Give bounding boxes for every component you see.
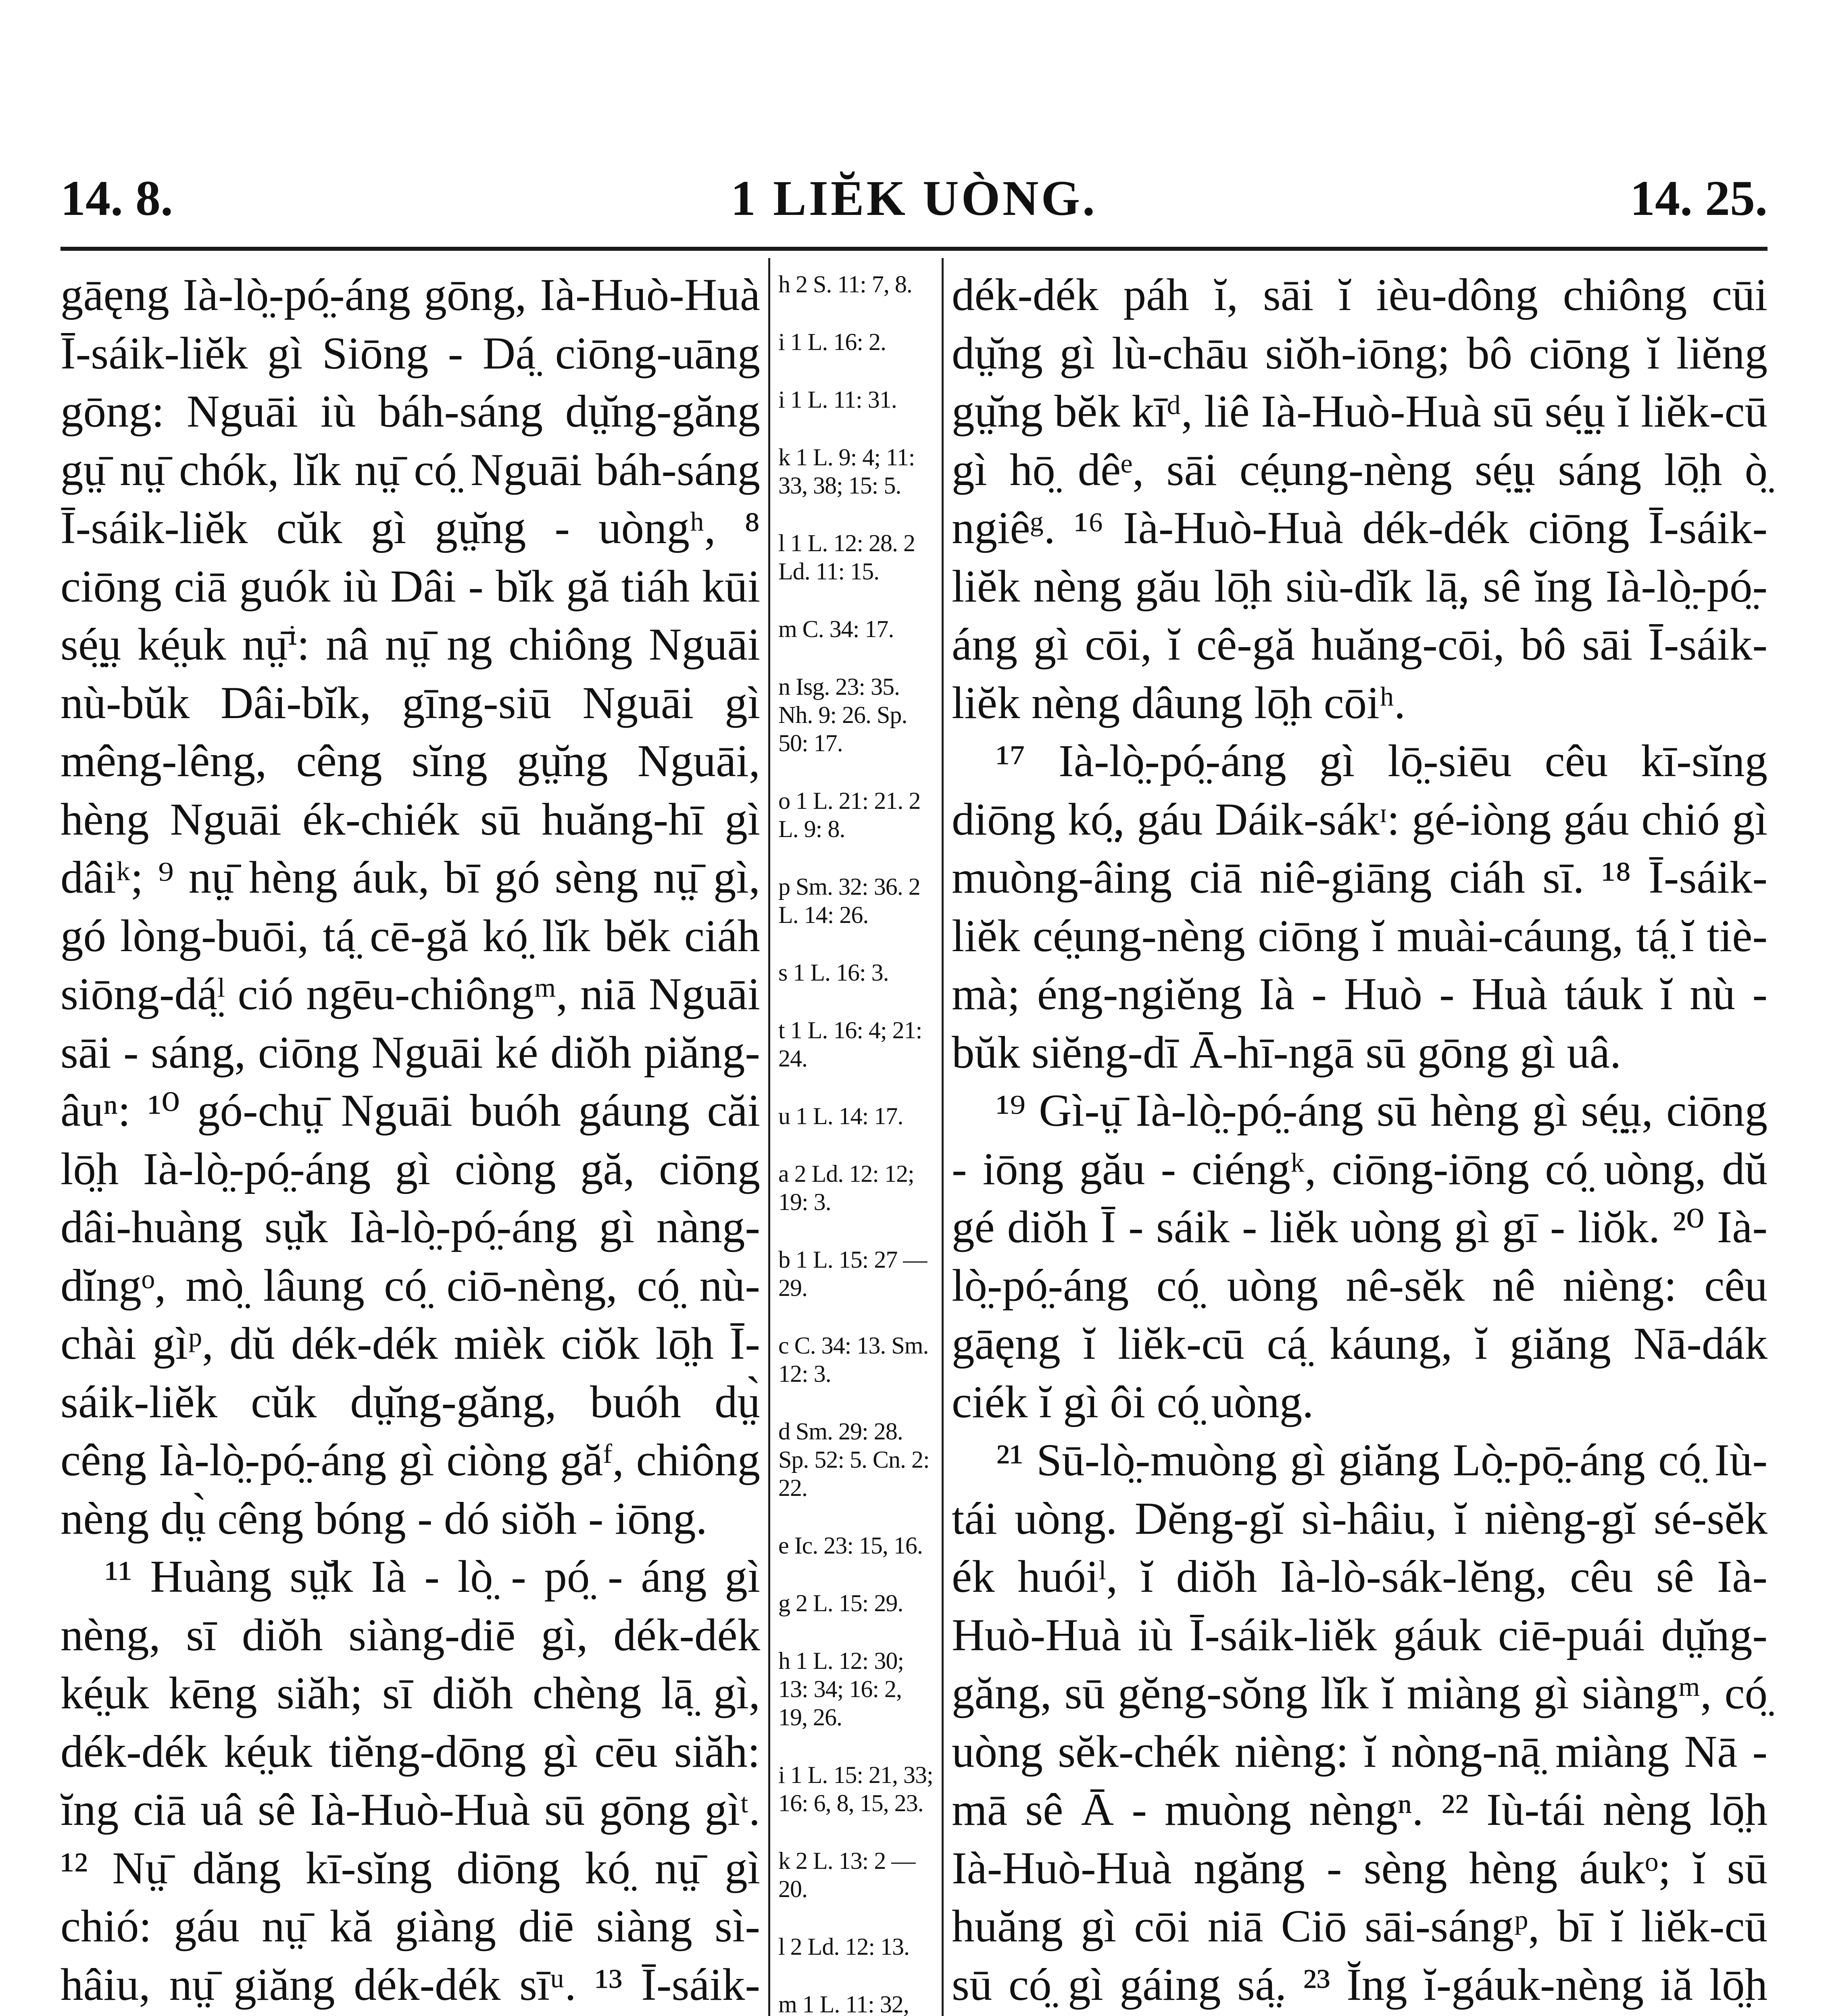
cross-reference: o 1 L. 21: 21. 2 L. 9: 8.: [778, 787, 921, 842]
cross-reference: t 1 L. 16: 4; 21: 24.: [778, 1017, 922, 1072]
cross-reference: k 2 L. 13: 2 —20.: [778, 1847, 915, 1902]
cross-reference: i 1 L. 11: 31.: [778, 386, 897, 413]
cross-reference-margin: [778, 270, 936, 2016]
book-title: 1 LIĔK UÒNG.: [730, 171, 1098, 226]
paragraph: dék-dék páh ĭ, sāi ĭ ièu-dông chiông cūi dṳ̆ng gì lù-chāu siŏh-iōng; bô ciōng ĭ liĕng gṳ̆ng bĕk kīᵈ, liê Ià-Huò-Huà sū sé̤ṳ ĭ liĕk-cū gì hō̤ dêᵉ, sāi cé̤ung-nèng sé̤ṳ sáng lō̤h ò̤ ngiêᵍ. ¹⁶ Ià-Huò-Huà dék-dék ciōng Ī-sáik-liĕk nèng gău lō̤h siù-dĭk lā̤, sê ĭng Ià-lò̤-pó̤-áng gì cōi, ĭ cê-gă huăng-cōi, bô sāi Ī-sáik-liĕk nèng dâung lō̤h cōiʰ.: [952, 270, 1768, 728]
cross-reference: m C. 34: 17.: [778, 616, 894, 642]
right-text-column: [952, 266, 1768, 2016]
cross-reference: d Sm. 29: 28. Sp. 52: 5. Cn. 2: 22.: [778, 1418, 930, 1501]
cross-reference: n Isg. 23: 35. Nh. 9: 26. Sp. 50: 17.: [778, 673, 907, 756]
cross-reference: p Sm. 32: 36. 2 L. 14: 26.: [778, 873, 920, 928]
cross-reference: b 1 L. 15: 27 —29.: [778, 1246, 927, 1301]
cross-reference: u 1 L. 14: 17.: [778, 1103, 903, 1129]
cross-reference: h 1 L. 12: 30; 13: 34; 16: 2, 19, 26.: [778, 1647, 904, 1731]
cross-reference: k 1 L. 9: 4; 11: 33, 38; 15: 5.: [778, 444, 915, 499]
paragraph: ¹⁹ Gì-ṳ̄ Ià-lò̤-pó̤-áng sū hèng gì sé̤ṳ, ciōng - iōng gău - ciéngᵏ, ciōng-iōng có̤ uòng, dŭ gé diŏh Ī - sáik - liĕk uòng gì gī - liŏk. ²⁰ Ià-lò̤-pó̤-áng có̤ uòng nê-sĕk nê nièng: cêu gāęng ĭ liĕk-cū cá̤ káung, ĭ giăng Nā-dák ciék ĭ gì ôi có̤ uòng.: [952, 1085, 1768, 1427]
cross-reference: a 2 Ld. 12: 12; 19: 3.: [778, 1160, 914, 1215]
cross-reference: g 2 L. 15: 29.: [778, 1590, 903, 1616]
cross-reference: i 1 L. 15: 21, 33; 16: 6, 8, 15, 23.: [778, 1762, 933, 1816]
running-head-right: 14. 25.: [1630, 171, 1768, 226]
cross-reference: i 1 L. 16: 2.: [778, 329, 886, 355]
header-rule: [60, 247, 1768, 251]
column-divider: [942, 258, 944, 2016]
cross-reference: l 1 L. 12: 28. 2 Ld. 11: 15.: [778, 530, 915, 585]
cross-reference: e Ic. 23: 15, 16.: [778, 1532, 923, 1559]
cross-reference: m 1 L. 11: 32,: [778, 1991, 909, 2016]
paragraph: ¹¹ Huàng sṳ̆k Ià - lò̤ - pó̤ - áng gì nèng, sī diŏh siàng-diē gì, dék-dék ké̤uk kēng siăh; sī diŏh chèng lā̤ gì, dék-dék ké̤uk tiĕng-dōng gì cēu siăh: ĭng ciā uâ sê Ià-Huò-Huà sū gōng gìᵗ. ¹² Nṳ̄ dăng kī-sĭng diōng kó̤ nṳ̄ gì chió: gáu nṳ̄ kă giàng diē siàng sì-hâiu, nṳ̄ giăng dék-dék sīᵘ. ¹³ Ī-sáik-: [60, 1552, 760, 2010]
left-text-column: [60, 266, 760, 2016]
paragraph: ¹⁷ Ià-lò̤-pó̤-áng gì lō̤-siēu cêu kī-sĭng diōng kó̤, gáu Dáik-sákᶦ: gé-iòng gáu chió gì muòng-âing ciā niê-giāng ciáh sī. ¹⁸ Ī-sáik-liĕk cé̤ung-nèng ciōng ĭ muài-cáung, tá̤ ĭ tiè-mà; éng-ngiĕng Ià - Huò - Huà táuk ĭ nù - bŭk siĕng-dī Ā-hī-ngā sū gōng gì uâ.: [952, 736, 1768, 1078]
column-divider: [768, 258, 770, 2016]
cross-reference: h 2 S. 11: 7, 8.: [778, 271, 912, 298]
running-head-left: 14. 8.: [60, 171, 173, 226]
cross-reference: s 1 L. 16: 3.: [778, 959, 889, 986]
cross-reference: c C. 34: 13. Sm. 12: 3.: [778, 1332, 929, 1387]
paragraph: ²¹ Sū-lò̤-muòng gì giăng Lò̤-pō̤-áng có̤ Iù-tái uòng. Dĕng-gĭ sì-hâiu, ĭ nièng-gĭ sé-sĕk ék huóiˡ, ĭ diŏh Ià-lò-sák-lĕng, cêu sê Ià-Huò-Huà iù Ī-sáik-liĕk gáuk ciē-puái dṳ̆ng-găng, sū gĕng-sŏng lĭk ĭ miàng gì siàngᵐ, có̤ uòng sĕk-chék nièng: ĭ nòng-nā̤ miàng Nā - mā sê Ā - muòng nèngⁿ. ²² Iù-tái nèng lō̤h Ià-Huò-Huà ngăng - sèng hèng áukᵒ; ĭ sū huăng gì cōi niā Ciō sāi-sángᵖ, bī ĭ liĕk-cū sū có̤ gì gáing sá̤. ²³ Ĭng ĭ-gáuk-nèng iă lō̤h: [952, 1435, 1768, 2010]
cross-reference: l 2 Ld. 12: 13.: [778, 1933, 909, 1960]
paragraph: gāęng Ià-lò̤-pó̤-áng gōng, Ià-Huò-Huà Ī-sáik-liĕk gì Siōng - Dá̤ ciōng-uāng gōng: Nguāi iù báh-sáng dṳ̆ng-găng gṳ̄ nṳ̄ chók, lĭk nṳ̄ có̤ Nguāi báh-sáng Ī-sáik-liĕk cŭk gì gṳ̆ng - uòngʰ, ⁸ ciōng ciā guók iù Dâi - bĭk gă tiáh kūi sé̤ṳ ké̤uk nṳ̄ⁱ: nâ nṳ̄ ng chiông Nguāi nù-bŭk Dâi-bĭk, gīng-siū Nguāi gì mêng-lêng, cêng sĭng gṳ̆ng Nguāi, hèng Nguāi ék-chiék sū huăng-hī gì dâiᵏ; ⁹ nṳ̄ hèng áuk, bī gó sèng nṳ̄ gì, gó lòng-buōi, tá̤ cē-gă kó̤ lĭk bĕk ciáh siōng-dá̤ˡ ció ngēu-chiôngᵐ, niā Nguāi sāi - sáng, ciōng Nguāi ké diŏh piăng-âuⁿ: ¹⁰ gó-chṳ̄ Nguāi buóh gáung căi lō̤h Ià-lò̤-pó̤-áng gì ciòng gă, ciōng dâi-huàng sṳ̆k Ià-lò̤-pó̤-áng gì nàng-dĭngᵒ, mò̤ lâung có̤ ciō-nèng, có̤ nù-chài gìᵖ, dŭ dék-dék mièk ciŏk lō̤h Ī-sáik-liĕk cŭk dṳ̆ng-găng, buóh dṳ̀ cêng Ià-lò̤-pó̤-áng gì ciòng găᶠ, chiông nèng dṳ̀ cêng bóng - dó siŏh - iōng.: [60, 270, 760, 1544]
